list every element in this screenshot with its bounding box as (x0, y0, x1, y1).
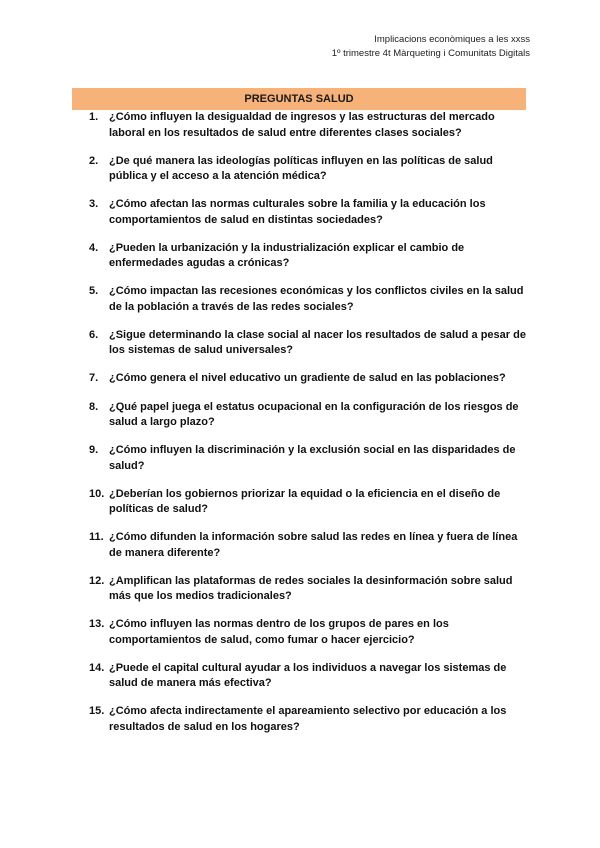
question-number: 6. (89, 328, 99, 341)
question-text: ¿Cómo impactan las recesiones económicas y los conflictos civiles en la salud de la población a través de las redes sociales? (109, 285, 524, 313)
question-number: 9. (89, 444, 99, 456)
question-item (89, 574, 529, 605)
question-number: 1. (89, 111, 99, 123)
question-text: ¿Sigue determinando la clase social al nacer los resultados de salud a pesar de los sistemas de salud universales? (109, 328, 526, 356)
header-course-title: Implicacions econòmiques a les xxss (374, 34, 530, 45)
question-item (89, 110, 529, 141)
question-text: ¿Cómo influyen la discriminación y la exclusión social en las disparidades de salud? (109, 444, 516, 472)
question-item (89, 197, 529, 228)
question-text: ¿Puede el capital cultural ayudar a los individuos a navegar los sistemas de salud de manera más efectiva? (109, 661, 507, 689)
question-number: 4. (89, 241, 99, 254)
header-course-subtitle: 1º trimestre 4t Màrqueting i Comunitats Digitals (331, 48, 530, 59)
questions-list (89, 110, 529, 748)
question-item (89, 487, 529, 518)
question-text: ¿Deberían los gobiernos priorizar la equidad o la eficiencia en el diseño de políticas de salud? (109, 487, 501, 515)
question-number: 11. (89, 531, 104, 543)
question-number: 15. (89, 705, 105, 717)
question-item (89, 241, 529, 272)
question-text: ¿Cómo influyen la desigualdad de ingresos y las estructuras del mercado laboral en los resultados de salud entre diferentes clases sociales? (109, 111, 495, 139)
question-text: ¿Cómo afectan las normas culturales sobre la familia y la educación los comportamientos de salud en distintas sociedades? (109, 198, 486, 226)
question-text: ¿Cómo influyen las normas dentro de los grupos de pares en los comportamientos de salud, como fumar o hacer ejercicio? (109, 618, 449, 646)
question-text: ¿Cómo afecta indirectamente el apareamiento selectivo por educación a los resultados de salud en los hogares? (109, 705, 507, 733)
question-number: 8. (89, 400, 99, 413)
question-text: ¿Amplifican las plataformas de redes sociales la desinformación sobre salud más que los medios tradicionales? (109, 574, 513, 602)
question-number: 3. (89, 198, 99, 210)
question-text: ¿De qué manera las ideologías políticas influyen en las políticas de salud pública y el acceso a la atención médica? (109, 154, 493, 182)
question-number: 14. (89, 661, 105, 674)
question-number: 5. (89, 285, 99, 297)
question-item (89, 328, 529, 359)
question-number: 13. (89, 618, 105, 630)
section-banner: PREGUNTAS SALUD (72, 88, 526, 110)
question-item (89, 154, 529, 185)
question-item (89, 443, 529, 474)
question-number: 7. (89, 372, 99, 384)
question-text: ¿Qué papel juega el estatus ocupacional en la configuración de los riesgos de salud a largo plazo? (109, 400, 519, 428)
question-number: 2. (89, 154, 99, 167)
question-item (89, 530, 529, 561)
question-text: ¿Pueden la urbanización y la industrialización explicar el cambio de enfermedades agudas a crónicas? (109, 241, 465, 269)
question-text: ¿Cómo difunden la información sobre salud las redes en línea y fuera de línea de manera diferente? (109, 531, 518, 559)
question-item (89, 704, 529, 735)
question-item (89, 371, 529, 387)
document-header (332, 33, 530, 61)
question-number: 10. (89, 487, 105, 500)
question-text: ¿Cómo genera el nivel educativo un gradiente de salud en las poblaciones? (109, 372, 506, 384)
question-item (89, 400, 529, 431)
question-number: 12. (89, 574, 105, 587)
question-item (89, 617, 529, 648)
question-item (89, 661, 529, 692)
question-item (89, 284, 529, 315)
